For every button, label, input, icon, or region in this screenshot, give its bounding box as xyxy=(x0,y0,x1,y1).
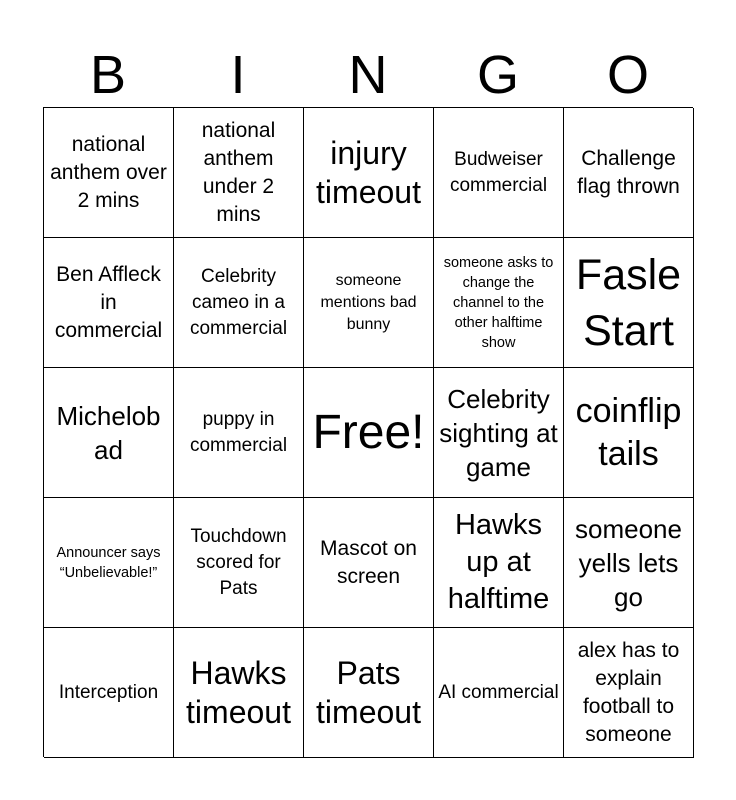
cell-label: Celebrity sighting at game xyxy=(439,383,558,482)
cell-label: Announcer says “Unbelievable!” xyxy=(56,544,161,581)
cell-label: Ben Affleck in commercial xyxy=(54,262,163,342)
cell-label: coinflip tails xyxy=(575,391,682,473)
bingo-cell-r1c5[interactable] xyxy=(564,108,694,238)
header-letter-o: O xyxy=(606,45,649,105)
bingo-cell-r2c1[interactable] xyxy=(44,238,174,368)
bingo-cell-r2c5[interactable] xyxy=(564,238,694,368)
bingo-cell-r5c3[interactable] xyxy=(304,628,434,758)
header-letter-b: B xyxy=(89,45,127,105)
cell-label: national anthem over 2 mins xyxy=(50,132,167,212)
header-letter-n: N xyxy=(348,45,388,105)
cell-label: Touchdown scored for Pats xyxy=(190,525,287,599)
bingo-cell-r4c5[interactable] xyxy=(564,498,694,628)
free-space-label: Free! xyxy=(312,405,425,459)
cell-label: Michelob ad xyxy=(56,400,161,465)
bingo-cell-r3c2[interactable] xyxy=(174,368,304,498)
cell-label: injury timeout xyxy=(316,134,421,210)
bingo-cell-r5c5[interactable] xyxy=(564,628,694,758)
cell-label: Budweiser commercial xyxy=(449,148,548,196)
bingo-cell-r4c2[interactable] xyxy=(174,498,304,628)
bingo-cell-r1c2[interactable] xyxy=(174,108,304,238)
cell-label: Celebrity cameo in a commercial xyxy=(189,265,288,339)
cell-label: Interception xyxy=(58,681,159,703)
cell-label: alex has to explain football to someone xyxy=(577,638,680,746)
bingo-cell-r5c2[interactable] xyxy=(174,628,304,758)
cell-label: national anthem under 2 mins xyxy=(201,118,276,226)
cell-label: puppy in commercial xyxy=(189,408,288,456)
cell-label: Mascot on screen xyxy=(320,536,417,588)
bingo-cell-r5c1[interactable] xyxy=(44,628,174,758)
bingo-cell-r4c1[interactable] xyxy=(44,498,174,628)
cell-label: Hawks timeout xyxy=(186,654,291,730)
bingo-cell-r2c4[interactable] xyxy=(434,238,564,368)
cell-label: Hawks up at halftime xyxy=(447,509,550,615)
bingo-cell-r2c3[interactable] xyxy=(304,238,434,368)
free-space-cell[interactable] xyxy=(304,368,434,498)
bingo-cell-r4c4[interactable] xyxy=(434,498,564,628)
header-letter-g: G xyxy=(476,45,519,105)
bingo-cell-r5c4[interactable] xyxy=(434,628,564,758)
bingo-cell-r4c3[interactable] xyxy=(304,498,434,628)
cell-label: Challenge flag thrown xyxy=(577,146,680,198)
bingo-cell-r3c4[interactable] xyxy=(434,368,564,498)
bingo-cell-r1c1[interactable] xyxy=(44,108,174,238)
cell-label: someone yells lets go xyxy=(575,513,682,612)
bingo-cell-r3c1[interactable] xyxy=(44,368,174,498)
bingo-grid xyxy=(43,107,693,757)
header-letter-i: I xyxy=(230,45,246,105)
cell-label: Fasle Start xyxy=(575,250,682,355)
bingo-cell-r2c2[interactable] xyxy=(174,238,304,368)
cell-label: Pats timeout xyxy=(316,654,421,730)
cell-label: AI commercial xyxy=(438,681,559,703)
bingo-cell-r3c5[interactable] xyxy=(564,368,694,498)
cell-label: someone asks to change the channel to the other halftime show xyxy=(443,254,554,351)
cell-label: someone mentions bad bunny xyxy=(320,271,417,333)
bingo-cell-r1c3[interactable] xyxy=(304,108,434,238)
bingo-header xyxy=(43,44,693,106)
bingo-cell-r1c4[interactable] xyxy=(434,108,564,238)
